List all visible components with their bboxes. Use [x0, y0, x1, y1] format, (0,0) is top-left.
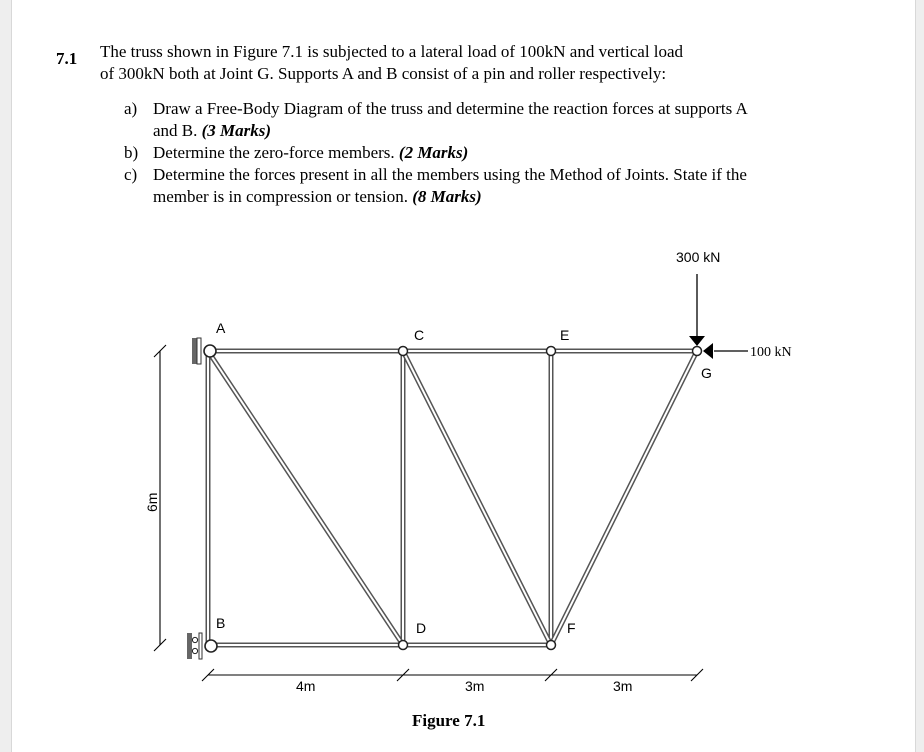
- joint-C: [399, 347, 408, 356]
- part-c-line-1: Determine the forces present in all the members using the Method of Joints. State if the: [153, 165, 747, 184]
- joint-G: [693, 347, 702, 356]
- member-FG: [551, 351, 697, 645]
- joint-E: [547, 347, 556, 356]
- part-a-marks-text: (3 Marks): [201, 121, 272, 140]
- span-3-label: 3m: [613, 678, 633, 694]
- part-b-line-1-text: Determine the zero-force members.: [153, 143, 399, 162]
- part-b-marks-text: (2 Marks): [398, 143, 469, 162]
- part-c-line-2-text: member is in compression or tension.: [153, 187, 413, 206]
- member-AD: [208, 351, 403, 645]
- part-a-line-1: Draw a Free-Body Diagram of the truss and determine the reaction forces at supports A: [153, 99, 748, 118]
- joint-label-A: A: [216, 320, 226, 336]
- joint-label-G: G: [701, 365, 712, 381]
- span-1-label: 4m: [296, 678, 316, 694]
- intro-line-2: of 300kN both at Joint G. Supports A and B consist of a pin and roller respectively:: [100, 64, 667, 83]
- question-number: 7.1: [56, 49, 78, 68]
- part-b-label: b): [124, 143, 139, 162]
- joint-label-E: E: [560, 327, 570, 343]
- member-CF: [403, 351, 551, 645]
- vertical-load-label: 300 kN: [676, 249, 721, 265]
- height-dimension-label: 6m: [144, 492, 160, 512]
- part-a-label: a): [124, 99, 138, 118]
- part-c-label: c): [124, 165, 138, 184]
- lateral-load-label: 100 kN: [750, 345, 792, 360]
- part-c-marks-text: (8 Marks): [412, 187, 482, 206]
- joint-label-B: B: [216, 615, 226, 631]
- joint-label-F: F: [567, 620, 576, 636]
- figure-caption: Figure 7.1: [412, 711, 486, 730]
- joint-label-C: C: [414, 327, 425, 343]
- lateral-load-arrow: [703, 343, 748, 359]
- joint-D: [399, 641, 408, 650]
- roller-support-B: [187, 633, 217, 659]
- vertical-load-arrow: [689, 274, 705, 346]
- intro-line-1: The truss shown in Figure 7.1 is subjected to a lateral load of 100kN and vertical load: [100, 42, 684, 61]
- truss-members: [208, 351, 697, 645]
- joint-F: [547, 641, 556, 650]
- joint-label-D: D: [416, 620, 427, 636]
- span-2-label: 3m: [465, 678, 485, 694]
- part-a-line-2-text: and B.: [153, 121, 202, 140]
